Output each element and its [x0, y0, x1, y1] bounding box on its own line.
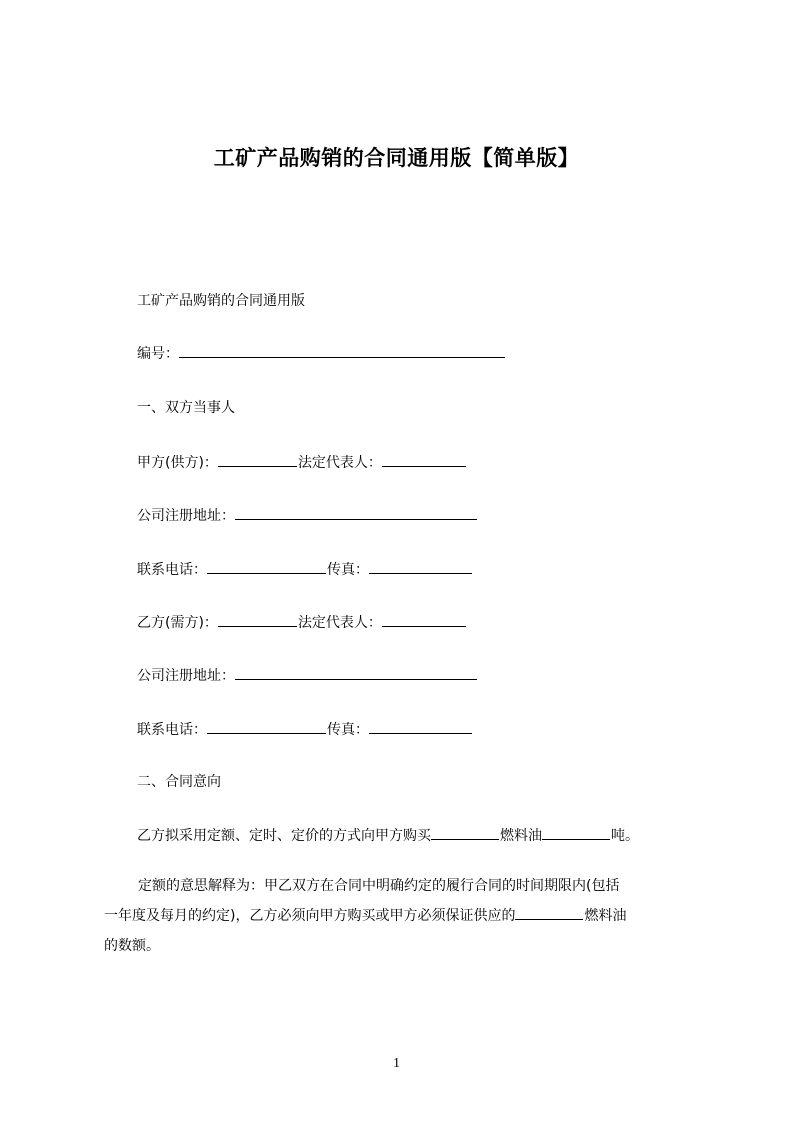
section-intent-heading: 二、合同意向: [137, 774, 221, 790]
definition-quantity-blank: [515, 905, 583, 920]
definition-line-2-fuel: 燃料油: [584, 908, 627, 924]
party-a-contact-line: [137, 559, 473, 580]
intent-text-part3: 吨。: [611, 828, 639, 844]
party-b-address-label: 公司注册地址：: [137, 668, 235, 684]
party-b-contact-line: [137, 719, 473, 740]
party-a-name-blank: [218, 452, 297, 467]
party-a-phone-label: 联系电话：: [137, 562, 207, 578]
party-b-address-line: [137, 665, 478, 686]
document-subtitle: 工矿产品购销的合同通用版: [137, 293, 305, 309]
page-number: 1: [393, 1056, 400, 1071]
party-b-name-blank: [218, 612, 297, 627]
party-a-address-line: [137, 505, 478, 526]
definition-line-1: 定额的意思解释为：甲乙双方在合同中明确约定的履行合同的时间期限内(包括: [138, 878, 620, 894]
definition-paragraph: [104, 871, 704, 961]
party-b-fax-label: 传真：: [327, 722, 369, 738]
section-parties-heading: 一、双方当事人: [137, 400, 235, 416]
definition-line-2: [104, 901, 704, 931]
party-b-phone-label: 联系电话：: [137, 722, 207, 738]
intent-line: [137, 825, 639, 846]
party-b-rep-blank: [382, 612, 466, 627]
party-a-rep-label: 法定代表人：: [297, 455, 382, 471]
party-b-address-blank: [235, 665, 477, 680]
party-b-label: 乙方(需方)：: [137, 615, 218, 631]
document-title: 工矿产品购销的合同通用版【简单版】: [213, 146, 580, 170]
party-a-address-label: 公司注册地址：: [137, 508, 235, 524]
party-b-line: [137, 612, 467, 633]
contract-number-label: 编号：: [137, 346, 179, 362]
intent-text-part2: 燃料油: [500, 828, 542, 844]
party-a-fax-label: 传真：: [327, 562, 369, 578]
party-a-label: 甲方(供方)：: [137, 455, 218, 471]
intent-text-part1: 乙方拟采用定额、定时、定价的方式向甲方购买: [137, 828, 431, 844]
party-b-fax-blank: [369, 719, 472, 734]
definition-line-2-text: 一年度及每月的约定)，乙方必须向甲方购买或甲方必须保证供应的: [104, 908, 516, 924]
party-a-line: [137, 452, 467, 473]
party-a-fax-blank: [369, 559, 472, 574]
party-a-address-blank: [235, 505, 477, 520]
party-a-phone-blank: [207, 559, 326, 574]
intent-tonnage-blank: [542, 825, 610, 840]
party-a-rep-blank: [382, 452, 466, 467]
definition-line-3: 的数额。: [104, 938, 160, 954]
intent-quantity-blank: [431, 825, 499, 840]
party-b-phone-blank: [207, 719, 326, 734]
party-b-rep-label: 法定代表人：: [297, 615, 382, 631]
contract-number-blank: [179, 343, 505, 358]
contract-number-line: [137, 343, 506, 364]
